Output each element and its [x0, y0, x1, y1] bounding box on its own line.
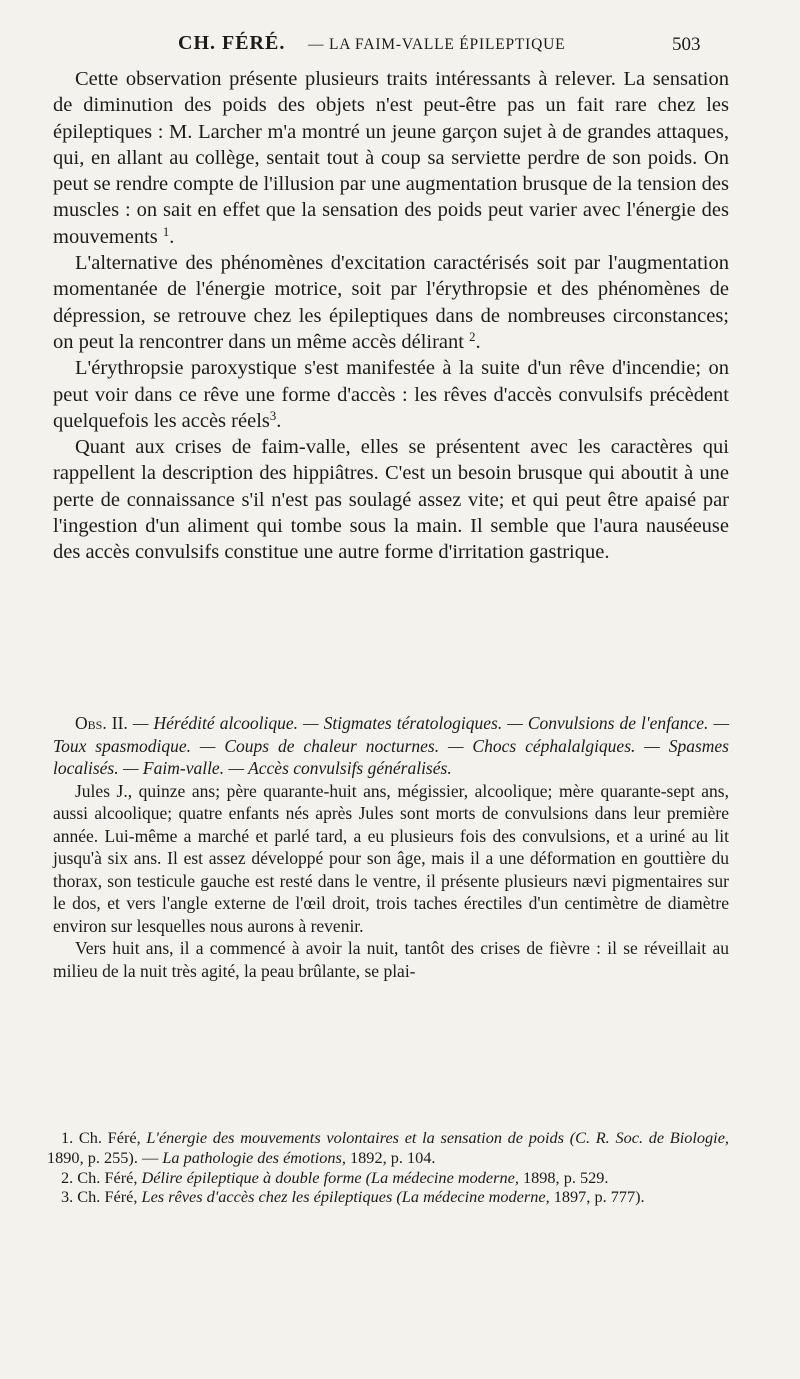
footnote-ref: 3	[269, 408, 277, 423]
footnotes	[47, 1128, 729, 1207]
footnote-ref: 1	[162, 224, 170, 239]
footnote: 1. Ch. Féré, L'énergie des mouvements volontaires et la sensation de poids (C. R. Soc. de Biologie, 1890, p. 255). — La pathologie des émotions, 1892, p. 104.	[47, 1128, 729, 1167]
observation-section	[53, 712, 729, 982]
observation-label: Obs. II.	[75, 713, 128, 733]
paragraph: L'alternative des phénomènes d'excitation caractérisés soit par l'augmentation momentanée de l'énergie motrice, soit par l'érythropsie et des phénomènes de dépression, se retrouve chez les épileptiques dans de nombreuses circonstances; on peut la rencontrer dans un même accès délirant $^2$.	[53, 252, 729, 353]
running-header	[0, 32, 800, 66]
paragraph: Quant aux crises de faim-valle, elles se présentent avec les caractères qui rappellent la description des hippiâtres. C'est un besoin brusque qui aboutit à une perte de connaissance s'il n'est pas soulagé assez vite; et qui peut être apaisé par l'ingestion d'un aliment qui tombe sous la main. Il semble que l'aura nauséeuse des accès convulsifs constitue une autre forme d'irritation gastrique.	[53, 436, 729, 564]
observation-paragraph: Jules J., quinze ans; père quarante-huit ans, mégissier, alcoolique; mère quarante-sept ans, aussi alcoolique; quatre enfants nés après Jules sont morts de convulsions dans leur première année. Lui-même a marché et parlé tard, a eu plusieurs fois des convulsions, et a uriné au lit jusqu'à six ans. Il est assez développé pour son âge, mais il a une déformation en gouttière du thorax, son testicule gauche est resté dans le ventre, il présente plusieurs nævi pigmentaires sur le dos, et vers l'angle externe de l'œil droit, trois taches érectiles d'un centimètre de diamètre environ sur lesquelles nous aurons à revenir.	[53, 780, 729, 936]
main-text	[53, 66, 729, 566]
header-title: — LA FAIM-VALLE ÉPILEPTIQUE	[308, 36, 566, 53]
paragraph: Cette observation présente plusieurs traits intéressants à relever. La sensation de diminution des poids des objets n'est peut-être pas un fait rare chez les épileptiques : M. Larcher m'a montré un jeune garçon sujet à de grandes attaques, qui, en allant au collège, sentait tout à coup sa serviette perdre de son poids. On peut se rendre compte de l'illusion par une augmentation brusque de la tension des muscles : on sait en effet que la sensation des poids peut varier avec l'énergie des mouvements $^1$.	[53, 68, 729, 248]
observation-heading	[53, 712, 729, 780]
observation-paragraph: Vers huit ans, il a commencé à avoir la nuit, tantôt des crises de fièvre : il se réveillait au milieu de la nuit très agité, la peau brûlante, se plai-	[53, 938, 729, 981]
page-number: 503	[672, 34, 701, 55]
footnote: 2. Ch. Féré, Délire épileptique à double forme (La médecine moderne, 1898, p. 529.	[61, 1167, 609, 1187]
footnote-ref: 2	[469, 329, 476, 344]
observation-title: — Hérédité alcoolique. — Stigmates tératologiques. — Convulsions de l'enfance. — Toux spasmodique. — Coups de chaleur nocturnes. — Chocs céphalalgiques. — Spasmes localisés. — Faim-valle. — Accès convulsifs généralisés.	[53, 713, 730, 778]
footnote: 3. Ch. Féré, Les rêves d'accès chez les épileptiques (La médecine moderne, 1897, p. 777).	[61, 1187, 645, 1207]
paragraph: L'érythropsie paroxystique s'est manifestée à la suite d'un rêve d'incendie; on peut voir dans ce rêve une forme d'accès : les rêves d'accès convulsifs précèdent quelquefois les accès réels$^3$.	[53, 357, 729, 432]
header-author: CH. FÉRÉ.	[178, 32, 286, 54]
